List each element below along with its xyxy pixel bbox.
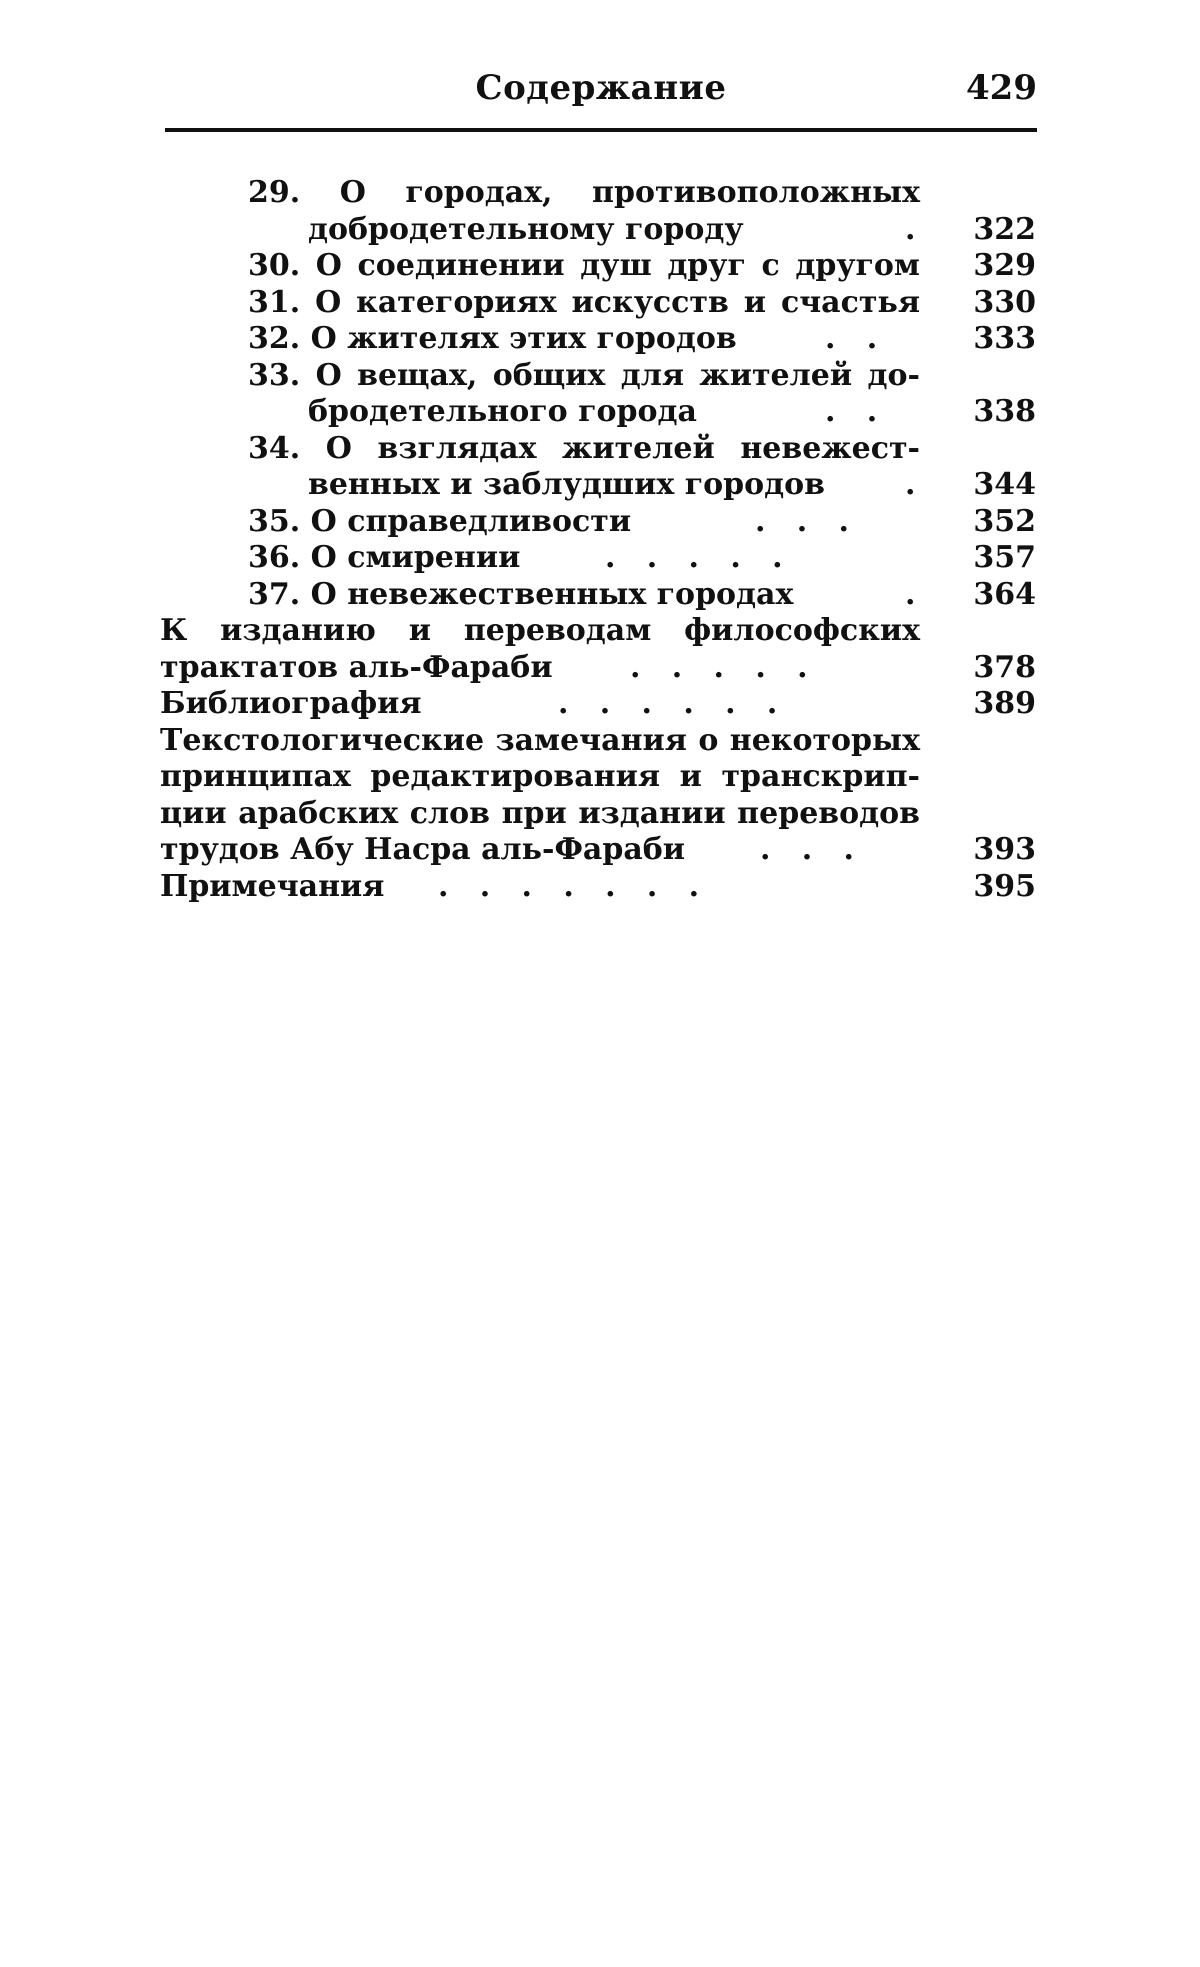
toc-entry <box>160 321 1040 358</box>
toc-entry-text: трудов Абу Насра аль-Фараби <box>160 832 686 867</box>
toc-leader-dots: . . <box>825 394 878 429</box>
toc-entry-text: 31. О категориях искусств и счастья <box>248 284 920 320</box>
toc-leader-dots: . <box>905 467 916 502</box>
toc-entry-text: 34. О взглядах жителей невежест- <box>248 430 920 466</box>
toc-entry <box>160 358 1040 395</box>
header-rule <box>165 128 1037 132</box>
running-header-title: Содержание <box>475 68 727 108</box>
toc-page-number: 395 <box>973 868 1036 904</box>
toc-leader-dots: . <box>905 211 916 247</box>
toc-entry-text: добродетельному городу <box>308 211 744 247</box>
toc-entry-text: принципах редактирования и транскрип- <box>160 759 920 794</box>
toc-page-number: 330 <box>973 284 1036 320</box>
toc-page-number: 329 <box>973 248 1036 283</box>
toc-entry <box>160 723 1040 760</box>
toc-entry-text: 33. О вещах, общих для жителей до- <box>248 357 920 393</box>
toc-entry <box>160 613 1040 650</box>
toc-entry <box>160 248 1040 285</box>
toc-page-number: 389 <box>973 686 1036 721</box>
toc-entry-text: К изданию и переводам философских <box>160 613 920 648</box>
toc-leader-dots: . . . . . <box>605 540 783 575</box>
toc-entry-text: бродетельного города <box>308 394 697 429</box>
toc-entry <box>160 540 1040 577</box>
page-number: 429 <box>966 68 1037 108</box>
toc-entry-text: 30. О соединении душ друг с другом <box>248 248 920 283</box>
toc-page-number: 338 <box>973 394 1036 429</box>
toc-entry <box>160 577 1040 614</box>
toc-entry <box>160 759 1040 796</box>
toc-leader-dots: . . . . . . . <box>438 868 700 904</box>
toc-entry-text: венных и заблудших городов <box>308 467 825 502</box>
toc-leader-dots: . <box>905 576 916 612</box>
toc-page-number: 357 <box>973 540 1036 575</box>
toc-entry <box>160 832 1040 869</box>
toc-entry <box>160 175 1040 212</box>
toc-entry-text: ции арабских слов при издании переводов <box>160 795 920 831</box>
toc-page-number: 393 <box>973 832 1036 867</box>
toc-entry-text: 36. О смирении <box>248 540 521 575</box>
toc-entry-text: Текстологические замечания о некоторых <box>160 722 920 758</box>
toc-entry-text: Библиография <box>160 686 422 721</box>
toc-entry <box>160 796 1040 833</box>
toc-entry <box>160 285 1040 322</box>
toc-entry-text: Примечания <box>160 868 385 904</box>
toc-entry <box>160 467 1040 504</box>
toc-entry <box>160 504 1040 541</box>
toc-entry-text: 32. О жителях этих городов <box>248 321 737 356</box>
toc-entry <box>160 650 1040 687</box>
toc-leader-dots: . . . <box>760 832 854 867</box>
toc-entry-text: трактатов аль-Фараби <box>160 649 553 685</box>
toc-leader-dots: . . . . . <box>630 649 808 685</box>
running-header <box>165 60 1037 130</box>
toc-leader-dots: . . <box>825 321 878 356</box>
toc-page-number: 344 <box>973 467 1036 502</box>
toc-leader-dots: . . . . . . <box>558 686 778 721</box>
toc-leader-dots: . . . <box>755 503 849 539</box>
toc-entry <box>160 212 1040 249</box>
toc-entry-text: 35. О справедливости <box>248 503 632 539</box>
toc-entry <box>160 869 1040 906</box>
toc-entry-text: 37. О невежественных городах <box>248 576 794 612</box>
toc-entry <box>160 686 1040 723</box>
toc-page-number: 378 <box>973 649 1036 685</box>
toc-page-number: 333 <box>973 321 1036 356</box>
toc-entry <box>160 431 1040 468</box>
toc-page-number: 322 <box>973 211 1036 247</box>
table-of-contents <box>160 175 1040 905</box>
toc-page-number: 364 <box>973 576 1036 612</box>
toc-page-number: 352 <box>973 503 1036 539</box>
toc-entry-text: 29. О городах, противоположных <box>248 175 920 210</box>
toc-entry <box>160 394 1040 431</box>
